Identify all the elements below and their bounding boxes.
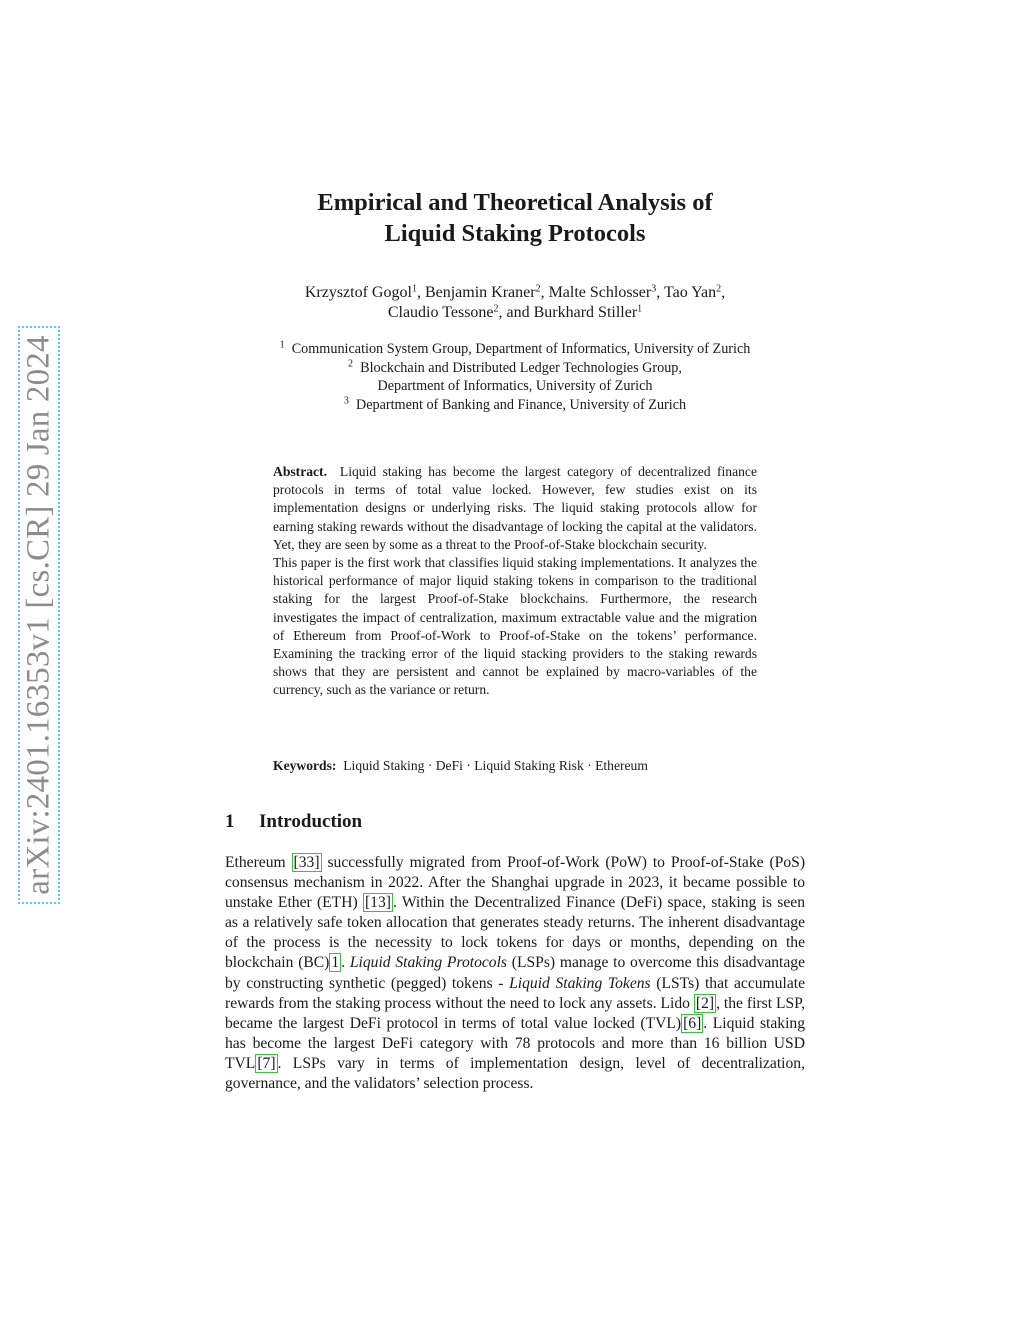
body-text: . xyxy=(341,954,350,972)
keywords-text: Liquid Staking · DeFi · Liquid Staking Risk · Ethereum xyxy=(343,758,648,773)
abstract-paragraph-1 xyxy=(273,463,757,554)
citation-number: 1 xyxy=(331,954,340,972)
affiliation-1 xyxy=(225,340,805,359)
author-name: Burkhard Stiller xyxy=(533,304,638,321)
author-affiliation-mark: 2 xyxy=(493,303,499,315)
citation-number: 7 xyxy=(262,1054,271,1072)
citation-link[interactable]: [6] xyxy=(683,1014,702,1032)
section-heading-introduction xyxy=(225,810,805,834)
citation-link[interactable]: [33] xyxy=(293,854,320,871)
affiliation-text: Blockchain and Distributed Ledger Technologies Group, xyxy=(360,359,682,376)
citation-number: 6 xyxy=(688,1014,697,1032)
author-affiliation-mark: 1 xyxy=(411,283,417,295)
author-affiliation-mark: 1 xyxy=(637,303,643,315)
abstract-text: This paper is the first work that classifies liquid staking implementations. It analyzes the historical performance of major liquid staking tokens in comparison to the traditional staking for the largest Proof-of-Stake blockchains. Furthermore, the research investigates the impact of centralization, maximum extractable value and the migration of Ethereum from Proof-of-Work to Proof-of-Stake on the tokens’ performance. Examining the tracking error of the liquid stacking providers to the staking rewards shows that they are persistent and cannot be explained by macro-variables of the currency, such as the variance or return. xyxy=(273,555,757,698)
affiliation-text: Department of Banking and Finance, University of Zurich xyxy=(355,396,687,413)
abstract xyxy=(273,463,757,700)
citation-link[interactable]: [2] xyxy=(695,994,715,1012)
body-text: . LSPs vary in terms of implementation design, level of decentralization, governance, and the validators’ selection process. xyxy=(225,1054,805,1093)
citation-link[interactable]: [13] xyxy=(364,894,391,912)
affiliation-number: 3 xyxy=(343,395,349,406)
citation-link[interactable]: [7] xyxy=(257,1054,276,1072)
author-name: Benjamin Kraner xyxy=(424,284,536,301)
body-text: , the first LSP, became the largest DeFi protocol in terms of total value locked (TVL) xyxy=(225,994,805,1032)
emphasis-term: Liquid Staking Tokens xyxy=(509,974,651,992)
affiliation-2 xyxy=(225,359,805,396)
author-name: Malte Schlosser xyxy=(548,284,652,301)
citation-link[interactable] xyxy=(329,953,341,972)
body-text: . Liquid staking has become the largest DeFi category with 78 protocols and more than 16 billion USD TVL xyxy=(225,1014,805,1072)
body-text: successfully migrated from Proof-of-Work (PoW) to Proof-of-Stake (PoS) consensus mechanism in 2022. After the Shanghai upgrade in 2023, it became possible to unstake Ether (ETH) xyxy=(225,854,806,912)
abstract-text: Liquid staking has become the largest category of decentralized finance protocols in terms of total value locked. However, few studies exist on its implementation designs or underlying risks. The liquid staking protocols allow for earning staking rewards without the disadvantage of locking the capital at the validators. Yet, they are seen by some as a threat to the Proof-of-Stake blockchain security. xyxy=(273,464,758,552)
introduction-paragraph xyxy=(225,853,805,1094)
title-line-2: Liquid Staking Protocols xyxy=(384,220,646,247)
keywords-label: Keywords: xyxy=(273,758,337,773)
body-text: Ethereum xyxy=(225,854,292,871)
author-affiliation-mark: 2 xyxy=(535,283,541,295)
author-name: Claudio Tessone xyxy=(387,304,494,321)
emphasis-term: Liquid Staking Protocols xyxy=(349,954,507,972)
abstract-label: Abstract. xyxy=(273,464,327,479)
affiliation-text: Department of Informatics, University of Zurich xyxy=(377,378,653,394)
abstract-paragraph-2 xyxy=(273,554,757,700)
affiliation-number: 2 xyxy=(348,358,354,369)
citation-number: 33 xyxy=(298,854,315,871)
author-affiliation-mark: 3 xyxy=(651,283,657,295)
author-name: Tao Yan xyxy=(663,284,717,301)
keywords xyxy=(273,757,757,775)
title-line-1: Empirical and Theoretical Analysis of xyxy=(317,189,713,216)
arxiv-identifier-stamp[interactable] xyxy=(18,326,60,904)
author-affiliation-mark: 2 xyxy=(716,283,722,295)
author-name: Krzysztof Gogol xyxy=(304,284,412,301)
affiliation-text: Communication System Group, Department of Informatics, University of Zurich xyxy=(291,341,751,357)
affiliation-number: 1 xyxy=(279,339,285,351)
citation-number: 13 xyxy=(370,894,386,912)
body-text: . Within the Decentralized Finance (DeFi) space, staking is seen as a relatively safe token allocation that generates steady returns. The inherent disadvantage of the process is the necessity to lock tokens for days or months, depending on the blockchain (BC) xyxy=(225,894,805,972)
section-number: 1 xyxy=(225,811,235,832)
section-title: Introduction xyxy=(259,811,363,832)
author-list: Krzysztof Gogol$^1$, Benjamin Kraner$^2$, Malte Schlosser$^3$, Tao Yan$^2$, Claudio Tessone$^2$, and Burkhard Stiller$^1$ xyxy=(304,283,726,321)
body-text: (LSTs) that accumulate rewards from the staking process without the need to lock any assets. Lido xyxy=(225,974,805,1012)
arxiv-identifier-text: arXiv:2401.16353v1 [cs.CR] 29 Jan 2024 xyxy=(20,335,57,895)
affiliation-list xyxy=(225,340,805,414)
citation-number: 2 xyxy=(701,994,709,1012)
body-text: (LSPs) manage to overcome this disadvantage by constructing synthetic (pegged) tokens - xyxy=(225,954,806,992)
paper-title xyxy=(225,187,805,249)
affiliation-3 xyxy=(225,396,805,415)
